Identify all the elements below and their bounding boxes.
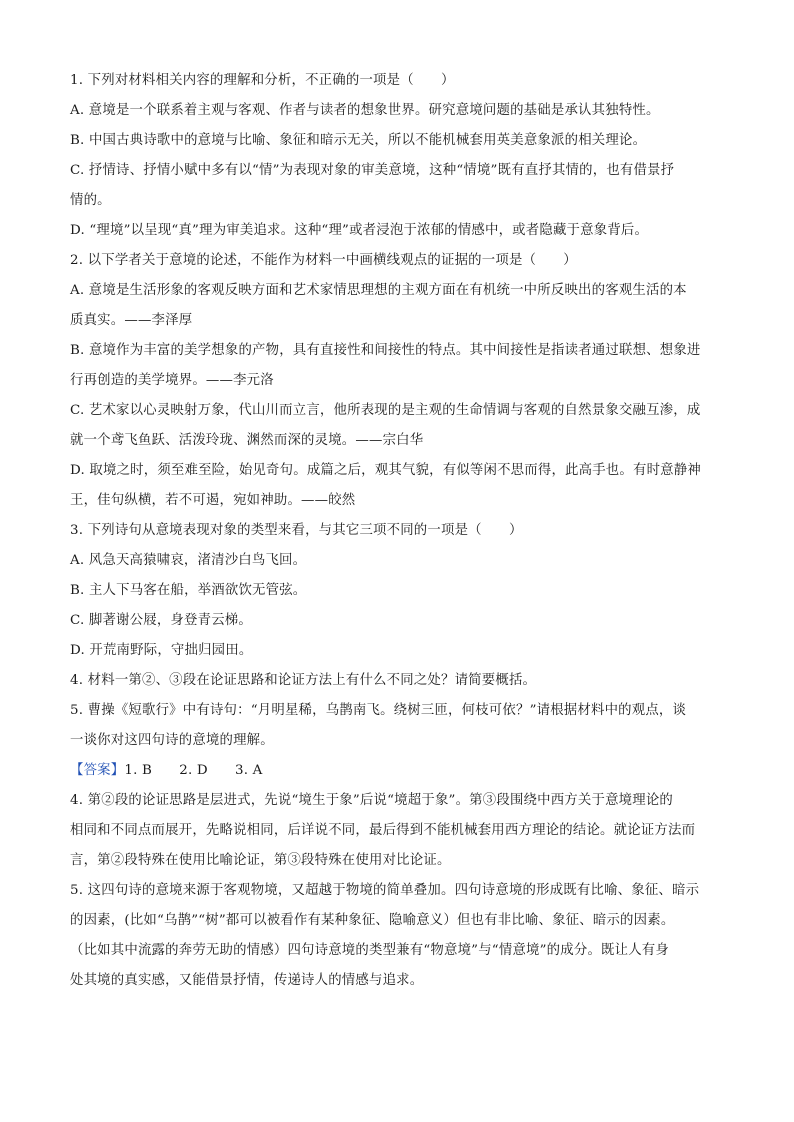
answer-tag: 【答案】 bbox=[70, 763, 125, 778]
q2-option-c-line1: C. 艺术家以心灵映射万象，代山川而立言，他所表现的是主观的生命情调与客观的自然景象交融互渗，成 bbox=[70, 403, 701, 418]
q2-option-d-line2: 王，佳句纵横，若不可遏，宛如神助。——皎然 bbox=[70, 493, 356, 508]
q5-stem-line2: 一谈你对这四句诗的意境的理解。 bbox=[70, 733, 274, 748]
answer-choices: 1. B 2. D 3. A bbox=[124, 763, 263, 778]
answer-4-line1: 4. 第②段的论证思路是层进式，先说“境生于象”后说“境超于象”。第③段围绕中西方关于意境理论的 bbox=[70, 793, 674, 808]
q1-option-c-line2: 情的。 bbox=[70, 193, 111, 208]
q1-option-c-line1: C. 抒情诗、抒情小赋中多有以“情”为表现对象的审美意境，这种“情境”既有直抒其情的，也有借景抒 bbox=[70, 163, 675, 178]
q5-stem-line1: 5. 曹操《短歌行》中有诗句：“月明星稀，乌鹊南飞。绕树三匝，何枝可依？”请根据材料中的观点，谈 bbox=[70, 703, 687, 718]
answer-4-line3: 言，第②段特殊在使用比喻论证，第③段特殊在使用对比论证。 bbox=[70, 853, 451, 868]
answer-5-line1: 5. 这四句诗的意境来源于客观物境，又超越于物境的简单叠加。四句诗意境的形成既有比喻、象征、暗示 bbox=[70, 883, 700, 898]
q4-stem: 4. 材料一第②、③段在论证思路和论证方法上有什么不同之处？请简要概括。 bbox=[70, 673, 537, 688]
q2-option-b-line1: B. 意境作为丰富的美学想象的产物，具有直接性和间接性的特点。其中间接性是指读者通过联想、想象进 bbox=[70, 343, 701, 358]
q2-stem: 2. 以下学者关于意境的论述，不能作为材料一中画横线观点的证据的一项是（ ） bbox=[70, 253, 577, 268]
q2-option-d-line1: D. 取境之时，须至难至险，始见奇句。成篇之后，观其气貌，有似等闲不思而得，此高手也。有时意静神 bbox=[70, 463, 701, 478]
answer-5-line3: （比如其中流露的奔劳无助的情感）四句诗意境的类型兼有“物意境”与“情意境”的成分。既让人有身 bbox=[70, 943, 669, 958]
q3-option-b: B. 主人下马客在船，举酒欲饮无管弦。 bbox=[70, 583, 307, 598]
q2-option-b-line2: 行再创造的美学境界。——李元洛 bbox=[70, 373, 274, 388]
q1-option-a: A. 意境是一个联系着主观与客观、作者与读者的想象世界。研究意境问题的基础是承认其独特性。 bbox=[70, 103, 660, 118]
q3-option-c: C. 脚著谢公屐，身登青云梯。 bbox=[70, 613, 252, 628]
answer-5-line4: 处其境的真实感，又能借景抒情，传递诗人的情感与追求。 bbox=[70, 973, 424, 988]
q3-stem: 3. 下列诗句从意境表现对象的类型来看，与其它三项不同的一项是（ ） bbox=[70, 523, 523, 538]
q3-option-a: A. 风急天高猿啸哀，渚清沙白鸟飞回。 bbox=[70, 553, 307, 568]
q2-option-a-line2: 质真实。——李泽厚 bbox=[70, 313, 193, 328]
q1-option-b: B. 中国古典诗歌中的意境与比喻、象征和暗示无关，所以不能机械套用英美意象派的相关理论。 bbox=[70, 133, 647, 148]
answer-4-line2: 相同和不同点而展开，先略说相同，后详说不同，最后得到不能机械套用西方理论的结论。就论证方法而 bbox=[70, 823, 696, 838]
q1-stem: 1. 下列对材料相关内容的理解和分析，不正确的一项是（ ） bbox=[70, 73, 455, 88]
answer-5-line2: 的因素，(比如“乌鹊”“树”都可以被看作有某种象征、隐喻意义）但也有非比喻、象征、暗示的因素。 bbox=[70, 913, 675, 928]
q2-option-c-line2: 就一个鸢飞鱼跃、活泼玲珑、渊然而深的灵境。——宗白华 bbox=[70, 433, 424, 448]
q1-option-d: D. “理境”以呈现“真”理为审美追求。这种“理”或者浸泡于浓郁的情感中，或者隐藏于意象背后。 bbox=[70, 223, 649, 238]
q3-option-d: D. 开荒南野际，守拙归园田。 bbox=[70, 643, 253, 658]
q2-option-a-line1: A. 意境是生活形象的客观反映方面和艺术家情思理想的主观方面在有机统一中所反映出的客观生活的本 bbox=[70, 283, 687, 298]
answer-choices-row bbox=[70, 756, 724, 786]
